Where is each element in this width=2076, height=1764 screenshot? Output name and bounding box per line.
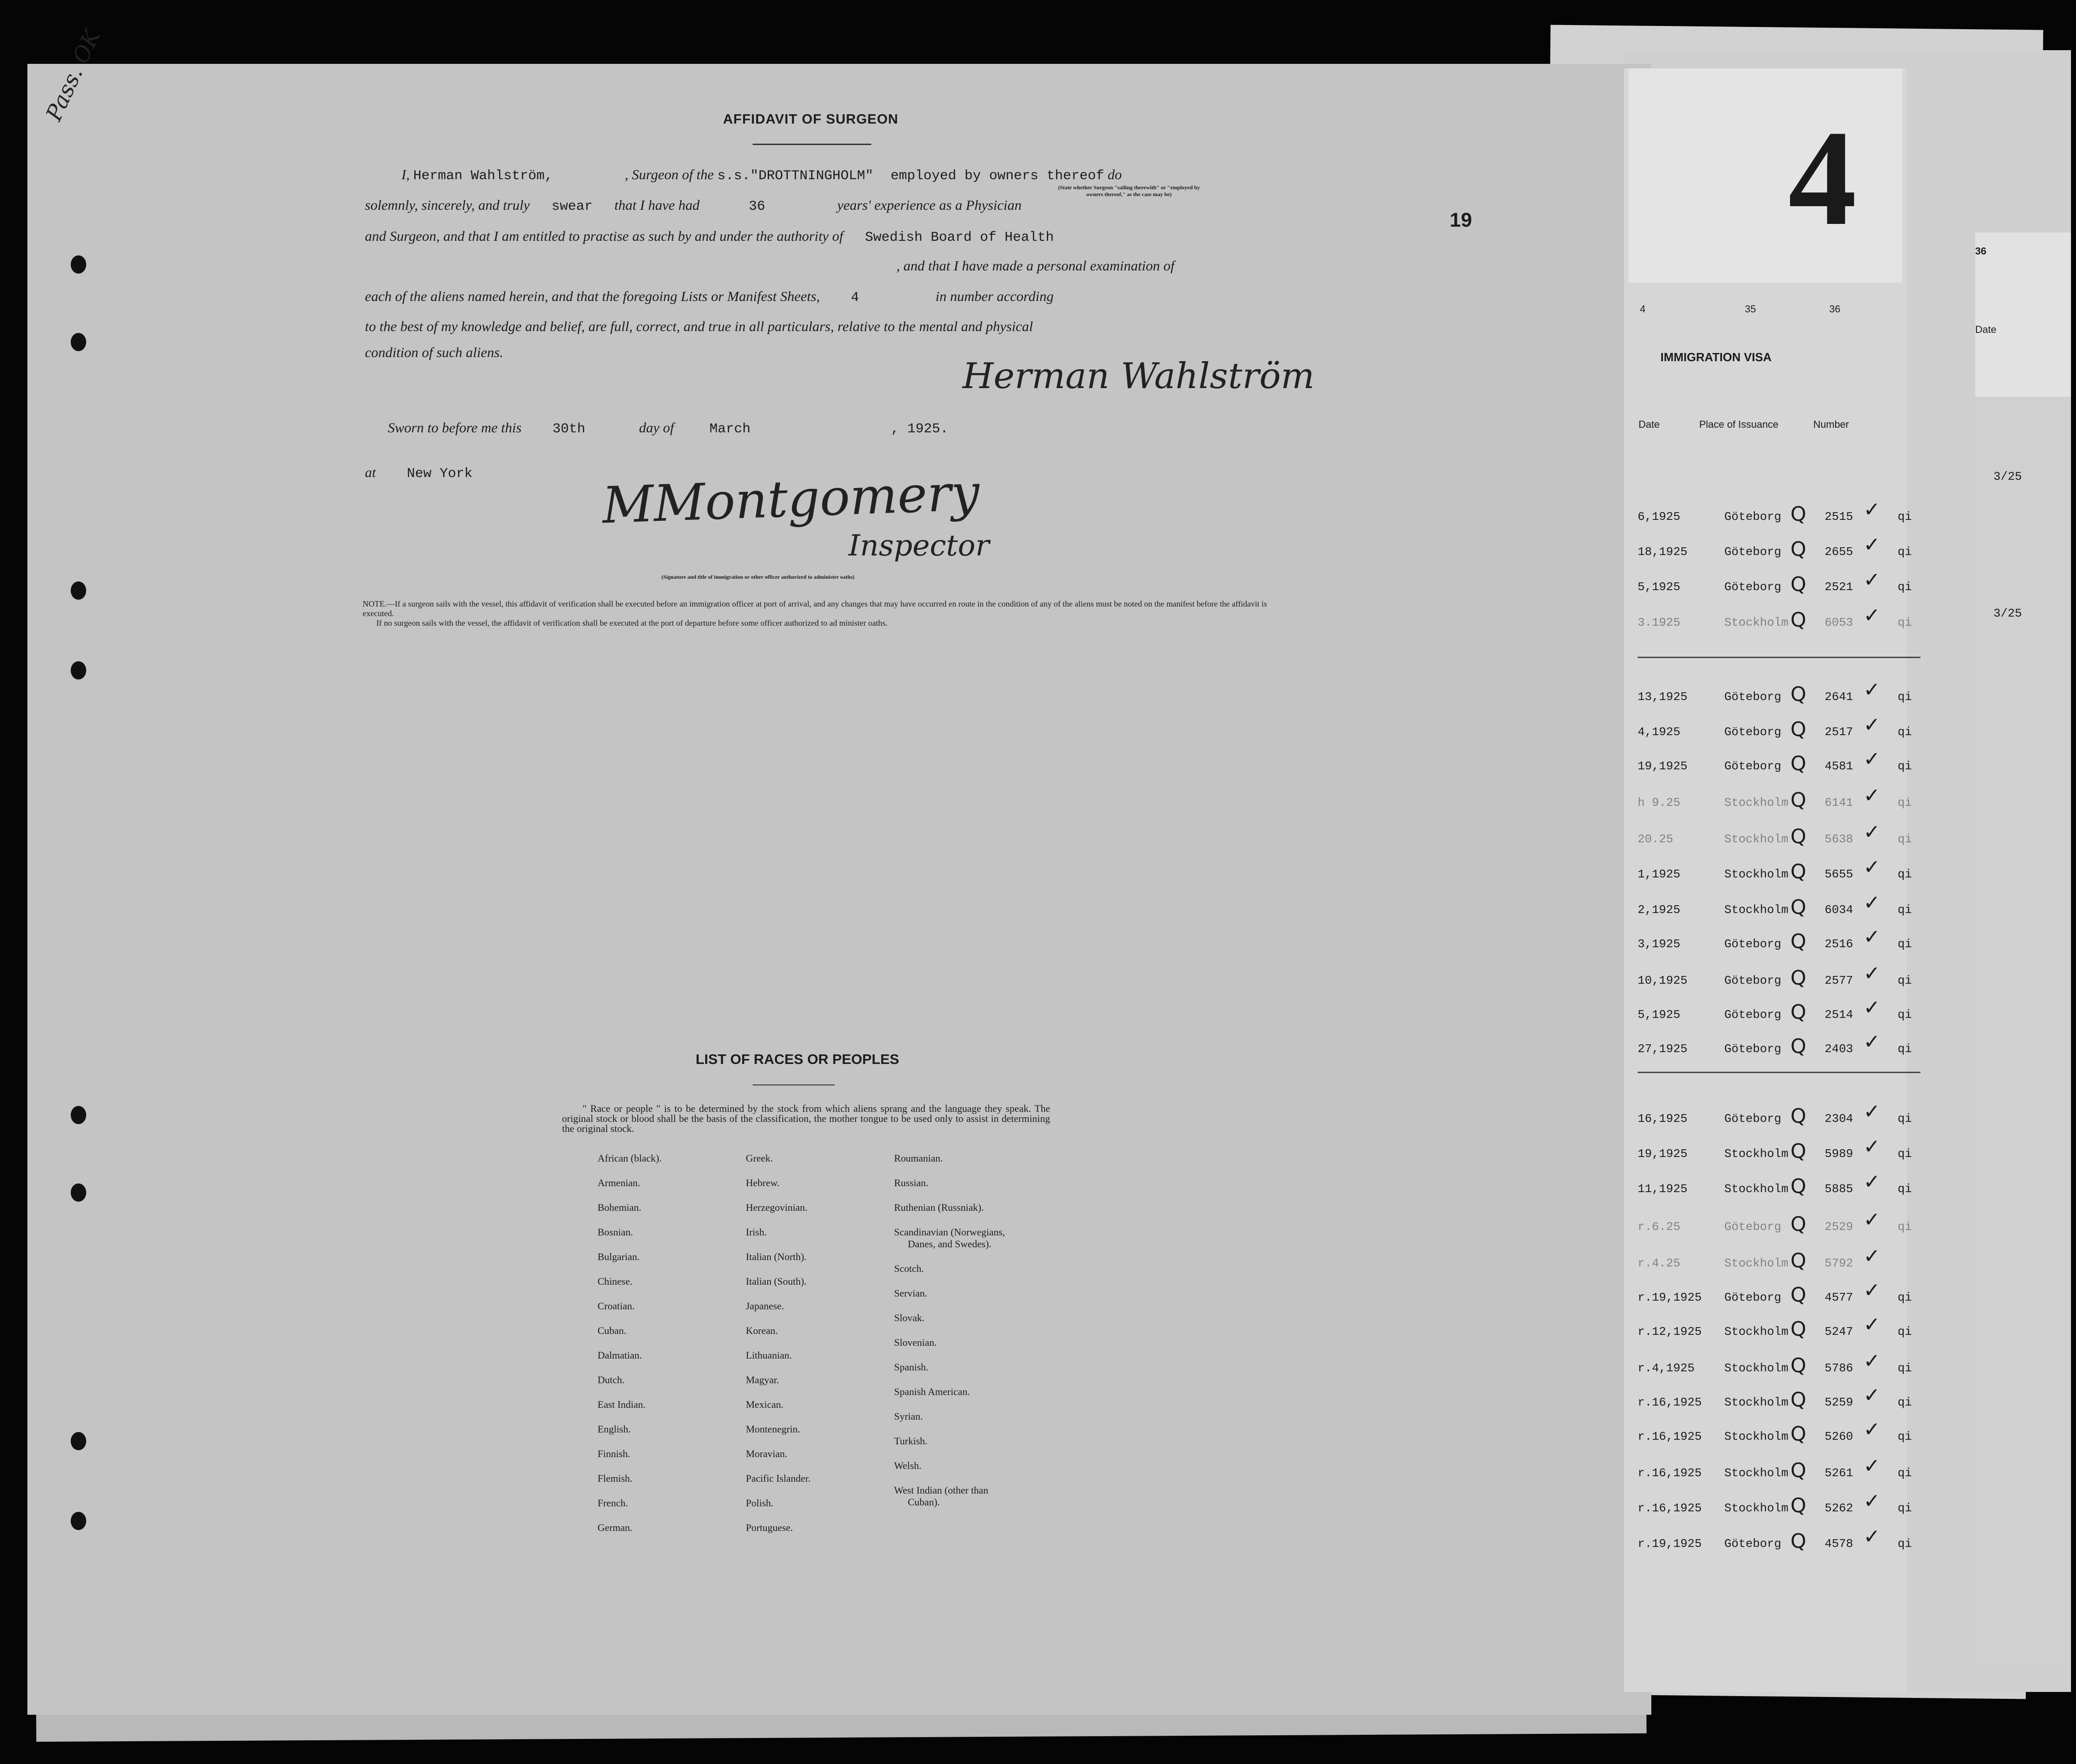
note-1: NOTE.—If a surgeon sails with the vessel, this affidavit of verification shall be executed before an immigration officer at port of arrival, and any changes that may have occurred en route in the condition of any of the aliens must be noted on the manifest before the affidavit is executed. [363,599,1267,618]
visa-number: 2641 [1825,690,1853,704]
employment-caption: (State whether Surgeon "sailing therewith" or "employed by owners thereof," as the case may be) [1058,184,1200,197]
race-item: Polish. [746,1497,774,1509]
visa-number: 5261 [1825,1466,1853,1480]
visa-number: 5638 [1825,832,1853,846]
visa-mark: qi [1898,545,1912,559]
officer-title: Inspector [848,529,989,563]
far-entry: 3/25 [1993,607,2022,620]
race-item: Armenian. [598,1177,640,1188]
affidavit-title: AFFIDAVIT OF SURGEON [723,112,899,127]
race-item: Hebrew. [746,1177,780,1188]
q-mark-icon: Q [1790,718,1806,741]
punch-hole [71,1512,86,1530]
visa-mark: qi [1898,616,1912,629]
q-mark-icon: Q [1790,1530,1806,1553]
checkmark-icon: ✓ [1863,1170,1880,1193]
q-mark-icon: Q [1790,1318,1806,1341]
visa-number: 2516 [1825,937,1853,951]
far-column-number: 36 [1975,245,1987,257]
q-mark-icon: Q [1790,538,1806,561]
visa-mark: qi [1898,1008,1912,1022]
checkmark-icon: ✓ [1863,1384,1880,1407]
visa-mark: qi [1898,1182,1912,1196]
affidavit-page [27,64,1651,1715]
race-item: Moravian. [746,1448,788,1459]
visa-place: Göteborg [1724,510,1781,524]
checkmark-icon: ✓ [1863,568,1880,591]
column-number: 4 [1640,303,1646,315]
visa-mark: qi [1898,1112,1912,1126]
q-mark-icon: Q [1790,752,1806,775]
checkmark-icon: ✓ [1863,856,1880,879]
q-mark-icon: Q [1790,789,1806,812]
visa-date: 18,1925 [1638,545,1688,559]
visa-mark: qi [1898,1501,1912,1515]
visa-place: Göteborg [1724,545,1781,559]
visa-mark: qi [1898,1466,1912,1480]
punch-hole [71,1183,86,1202]
race-item: Chinese. [598,1276,633,1287]
q-mark-icon: Q [1790,1001,1806,1024]
note-2: If no surgeon sails with the vessel, the affidavit of verification shall be executed at the port of departure before some officer authorized to ad minister oaths. [376,618,888,628]
checkmark-icon: ✓ [1863,820,1880,844]
race-item: Servian. [894,1287,927,1299]
race-item: Bulgarian. [598,1251,640,1262]
column-number: 35 [1745,303,1756,315]
visa-mark: qi [1898,1537,1912,1551]
checkmark-icon: ✓ [1863,996,1880,1019]
checkmark-icon: ✓ [1863,784,1880,807]
affidavit-note [363,599,1275,628]
visa-mark: qi [1898,759,1912,773]
visa-mark: qi [1898,903,1912,917]
authority: Swedish Board of Health [865,230,1054,245]
visa-date: 5,1925 [1638,1008,1681,1022]
visa-place: Göteborg [1724,725,1781,739]
q-mark-icon: Q [1790,1105,1806,1128]
race-item: Welsh. [894,1460,921,1471]
race-item: English. [598,1423,631,1435]
visa-place: Göteborg [1724,759,1781,773]
visa-date: 6,1925 [1638,510,1681,524]
visa-date: r.16,1925 [1638,1466,1702,1480]
visa-mark: qi [1898,867,1912,881]
checkmark-icon: ✓ [1863,533,1880,556]
affidavit-line-1: I, Herman Wahlström, , Surgeon of the s.s."DROTTNINGHOLM" employed by owners thereof do [401,166,1122,184]
race-item: Scotch. [894,1263,924,1274]
margin-note: Pass. OK [41,26,106,125]
sheet-number-stamp: 4 [1788,102,1857,254]
visa-number: 2655 [1825,545,1853,559]
visa-header-date: Date [1639,419,1660,430]
visa-place: Stockholm [1724,1325,1789,1339]
race-item: Turkish. [894,1435,928,1447]
visa-place: Stockholm [1724,1256,1789,1270]
visa-number: 2577 [1825,974,1853,987]
q-mark-icon: Q [1790,1388,1806,1411]
race-item: Dalmatian. [598,1349,642,1361]
race-item: Herzegovinian. [746,1202,807,1213]
visa-number: 2514 [1825,1008,1853,1022]
visa-date: r.6.25 [1638,1220,1681,1234]
group-divider [1638,1072,1920,1073]
visa-number: 5885 [1825,1182,1853,1196]
ship-name: "DROTTNINGHOLM" [750,168,874,184]
visa-date: 3.1925 [1638,616,1681,629]
visa-place: Stockholm [1724,903,1789,917]
checkmark-icon: ✓ [1863,1030,1880,1053]
checkmark-icon: ✓ [1863,891,1880,914]
checkmark-icon: ✓ [1863,1208,1880,1231]
checkmark-icon: ✓ [1863,1245,1880,1268]
q-mark-icon: Q [1790,1283,1806,1307]
affidavit-line-3: and Surgeon, and that I am entitled to practise as such by and under the authority of Swedish Board of Health [365,228,1054,245]
race-item: Cuban. [598,1325,626,1336]
far-right-sheet-header [1975,233,2071,397]
visa-number: 2304 [1825,1112,1853,1126]
race-item: Danes, and Swedes). [908,1238,992,1250]
visa-number: 2517 [1825,725,1853,739]
q-mark-icon: Q [1790,825,1806,848]
visa-date: r.4,1925 [1638,1361,1695,1375]
race-item: West Indian (other than [894,1484,989,1496]
visa-date: 19,1925 [1638,1147,1688,1161]
visa-mark: qi [1898,1042,1912,1056]
visa-place: Stockholm [1724,1396,1789,1409]
visa-number: 2521 [1825,580,1853,594]
q-mark-icon: Q [1790,966,1806,990]
visa-number: 5655 [1825,867,1853,881]
far-right-sheet [1975,233,2071,1665]
visa-number: 6141 [1825,796,1853,809]
q-mark-icon: Q [1790,1249,1806,1272]
visa-place: Göteborg [1724,937,1781,951]
q-mark-icon: Q [1790,1035,1806,1058]
race-item: Japanese. [746,1300,784,1312]
checkmark-icon: ✓ [1863,604,1880,627]
affidavit-line-7: condition of such aliens. [365,344,504,360]
visa-number: 6053 [1825,616,1853,629]
visa-place: Stockholm [1724,1466,1789,1480]
surgeon-signature: Herman Wahlström [963,356,1315,397]
visa-number: 5262 [1825,1501,1853,1515]
affidavit-line-2: solemnly, sincerely, and truly swear that I have had 36 years' experience as a Physician [365,197,1022,214]
visa-number: 4581 [1825,759,1853,773]
visa-date: r.19,1925 [1638,1537,1702,1551]
visa-mark: qi [1898,1325,1912,1339]
sworn-month: March [709,421,751,437]
visa-mark: qi [1898,510,1912,524]
checkmark-icon: ✓ [1863,1135,1880,1158]
affidavit-line-4: , and that I have made a personal examination of [896,258,1175,274]
visa-mark: qi [1898,832,1912,846]
punch-hole [71,1432,86,1450]
q-mark-icon: Q [1790,860,1806,883]
signature-caption: (Signature and title of immigration or other officer authorized to administer oaths) [661,574,855,580]
visa-date: 2,1925 [1638,903,1681,917]
punch-hole [71,661,86,680]
race-item: Flemish. [598,1473,633,1484]
sworn-day: 30th [552,421,586,437]
visa-place: Göteborg [1724,1008,1781,1022]
sworn-line: Sworn to before me this 30th day of March , 1925. [388,420,949,437]
visa-number: 5786 [1825,1361,1853,1375]
race-item: Lithuanian. [746,1349,792,1361]
visa-number: 4578 [1825,1537,1853,1551]
race-item: Portuguese. [746,1522,793,1533]
checkmark-icon: ✓ [1863,1349,1880,1373]
race-item: French. [598,1497,628,1509]
column-number: 36 [1829,303,1841,315]
race-item: Pacific Islander. [746,1473,811,1484]
visa-number: 6034 [1825,903,1853,917]
punch-hole [71,333,86,351]
checkmark-icon: ✓ [1863,747,1880,771]
visa-place: Göteborg [1724,690,1781,704]
checkmark-icon: ✓ [1863,1313,1880,1336]
race-item: Magyar. [746,1374,779,1385]
visa-date: 16,1925 [1638,1112,1688,1126]
race-item: German. [598,1522,633,1533]
punch-hole [71,255,86,274]
race-item: Slovenian. [894,1337,937,1348]
visa-mark: qi [1898,725,1912,739]
race-item: Scandinavian (Norwegians, [894,1226,1005,1238]
title-underline [753,144,871,145]
visa-date: 5,1925 [1638,580,1681,594]
q-mark-icon: Q [1790,1213,1806,1236]
race-item: Dutch. [598,1374,625,1385]
visa-date: 19,1925 [1638,759,1688,773]
q-mark-icon: Q [1790,1459,1806,1482]
q-mark-icon: Q [1790,896,1806,919]
visa-place: Göteborg [1724,1291,1781,1304]
race-item: Finnish. [598,1448,630,1459]
visa-place: Göteborg [1724,974,1781,987]
visa-mark: qi [1898,1396,1912,1409]
visa-mark: qi [1898,1220,1912,1234]
place-line: at New York [365,464,473,482]
race-item: Italian (North). [746,1251,807,1262]
visa-place: Göteborg [1724,1537,1781,1551]
manifest-strip-header [1629,68,1902,283]
visa-place: Stockholm [1724,832,1789,846]
group-divider [1638,657,1920,658]
visa-place: Stockholm [1724,1361,1789,1375]
q-mark-icon: Q [1790,503,1806,526]
race-item: Bohemian. [598,1202,641,1213]
visa-mark: qi [1898,1430,1912,1443]
affidavit-line-5: each of the aliens named herein, and that the foregoing Lists or Manifest Sheets, 4 in number according [365,288,1054,306]
visa-number: 5792 [1825,1256,1853,1270]
visa-date: r.16,1925 [1638,1430,1702,1443]
race-item: Russian. [894,1177,929,1188]
checkmark-icon: ✓ [1863,1100,1880,1123]
checkmark-icon: ✓ [1863,925,1880,949]
visa-date: h 9.25 [1638,796,1681,809]
checkmark-icon: ✓ [1863,1279,1880,1302]
q-mark-icon: Q [1790,1175,1806,1198]
far-entry: 3/25 [1993,470,2022,483]
visa-date: 3,1925 [1638,937,1681,951]
visa-place: Göteborg [1724,580,1781,594]
sworn-year: , 1925. [891,421,949,437]
visa-date: 20.25 [1638,832,1674,846]
visa-number: 5259 [1825,1396,1853,1409]
visa-mark: qi [1898,690,1912,704]
visa-mark: qi [1898,937,1912,951]
visa-date: r.19,1925 [1638,1291,1702,1304]
punch-hole [71,581,86,600]
race-item: Korean. [746,1325,778,1336]
race-item: Greek. [746,1152,773,1164]
visa-place: Stockholm [1724,1182,1789,1196]
race-item: Croatian. [598,1300,635,1312]
race-item: Cuban). [908,1496,940,1508]
checkmark-icon: ✓ [1863,1418,1880,1441]
far-column-label: Date [1975,324,1997,335]
visa-place: Stockholm [1724,796,1789,809]
checkmark-icon: ✓ [1863,713,1880,737]
visa-number: 5260 [1825,1430,1853,1443]
race-item: Spanish. [894,1361,929,1373]
visa-mark: qi [1898,1291,1912,1304]
visa-number: 2403 [1825,1042,1853,1056]
races-intro: " Race or people " is to be determined by the stock from which aliens sprang and the language they speak. The original stock or blood shall be the basis of the classification, the mother tongue to be used only to assist in determining the original stock. [562,1103,1050,1134]
visa-date: 4,1925 [1638,725,1681,739]
visa-place: Göteborg [1724,1220,1781,1234]
race-item: Syrian. [894,1411,923,1422]
visa-number: 2515 [1825,510,1853,524]
visa-place: Stockholm [1724,616,1789,629]
visa-header-number: Number [1813,419,1849,430]
visa-date: 13,1925 [1638,690,1688,704]
q-mark-icon: Q [1790,683,1806,706]
races-title: LIST OF RACES OR PEOPLES [696,1051,900,1067]
visa-place: Göteborg [1724,1112,1781,1126]
visa-date: r.16,1925 [1638,1396,1702,1409]
visa-number: 5989 [1825,1147,1853,1161]
visa-place: Stockholm [1724,1430,1789,1443]
visa-place: Göteborg [1724,1042,1781,1056]
race-item: Roumanian. [894,1152,943,1164]
officer-signature: MMontgomery [601,463,981,535]
visa-number: 5247 [1825,1325,1853,1339]
visa-mark: qi [1898,796,1912,809]
visa-date: 27,1925 [1638,1042,1688,1056]
visa-place: Stockholm [1724,1147,1789,1161]
checkmark-icon: ✓ [1863,1454,1880,1478]
years-experience: 36 [749,199,765,214]
q-mark-icon: Q [1790,1354,1806,1377]
q-mark-icon: Q [1790,608,1806,632]
checkmark-icon: ✓ [1863,962,1880,985]
race-item: Ruthenian (Russniak). [894,1202,984,1213]
races-underline [753,1084,835,1085]
checkmark-icon: ✓ [1863,1525,1880,1548]
q-mark-icon: Q [1790,1494,1806,1517]
visa-date: 1,1925 [1638,867,1681,881]
race-item: Bosnian. [598,1226,633,1238]
visa-number: 4577 [1825,1291,1853,1304]
visa-date: r.12,1925 [1638,1325,1702,1339]
visa-date: r.4.25 [1638,1256,1681,1270]
visa-mark: qi [1898,1147,1912,1161]
visa-date: 10,1925 [1638,974,1688,987]
sheet-count: 4 [851,290,859,306]
race-item: East Indian. [598,1399,646,1410]
visa-place: Stockholm [1724,1501,1789,1515]
visa-date: 11,1925 [1638,1182,1688,1196]
q-mark-icon: Q [1790,1422,1806,1446]
race-item: Slovak. [894,1312,925,1323]
employment: employed by owners thereof [890,168,1104,184]
race-item: Montenegrin. [746,1423,801,1435]
race-item: African (black). [598,1152,662,1164]
visa-mark: qi [1898,1361,1912,1375]
visa-date: r.16,1925 [1638,1501,1702,1515]
race-item: Irish. [746,1226,767,1238]
q-mark-icon: Q [1790,930,1806,953]
punch-hole [71,1106,86,1124]
sworn-place: New York [406,466,473,482]
visa-header-place: Place of Issuance [1699,419,1779,430]
visa-mark: qi [1898,974,1912,987]
visa-title: IMMIGRATION VISA [1660,350,1772,364]
race-item: Italian (South). [746,1276,807,1287]
race-item: Mexican. [746,1399,784,1410]
visa-place: Stockholm [1724,867,1789,881]
checkmark-icon: ✓ [1863,498,1880,521]
visa-mark: qi [1898,580,1912,594]
oath-word: swear [552,199,593,214]
page-number: 19 [1450,209,1472,231]
q-mark-icon: Q [1790,1140,1806,1163]
visa-number: 2529 [1825,1220,1853,1234]
race-item: Spanish American. [894,1386,970,1397]
surgeon-name: Herman Wahlström, [413,168,553,184]
checkmark-icon: ✓ [1863,1489,1880,1513]
q-mark-icon: Q [1790,573,1806,596]
affidavit-line-6: to the best of my knowledge and belief, are full, correct, and true in all particulars, relative to the mental and physical [365,318,1033,334]
checkmark-icon: ✓ [1863,678,1880,701]
